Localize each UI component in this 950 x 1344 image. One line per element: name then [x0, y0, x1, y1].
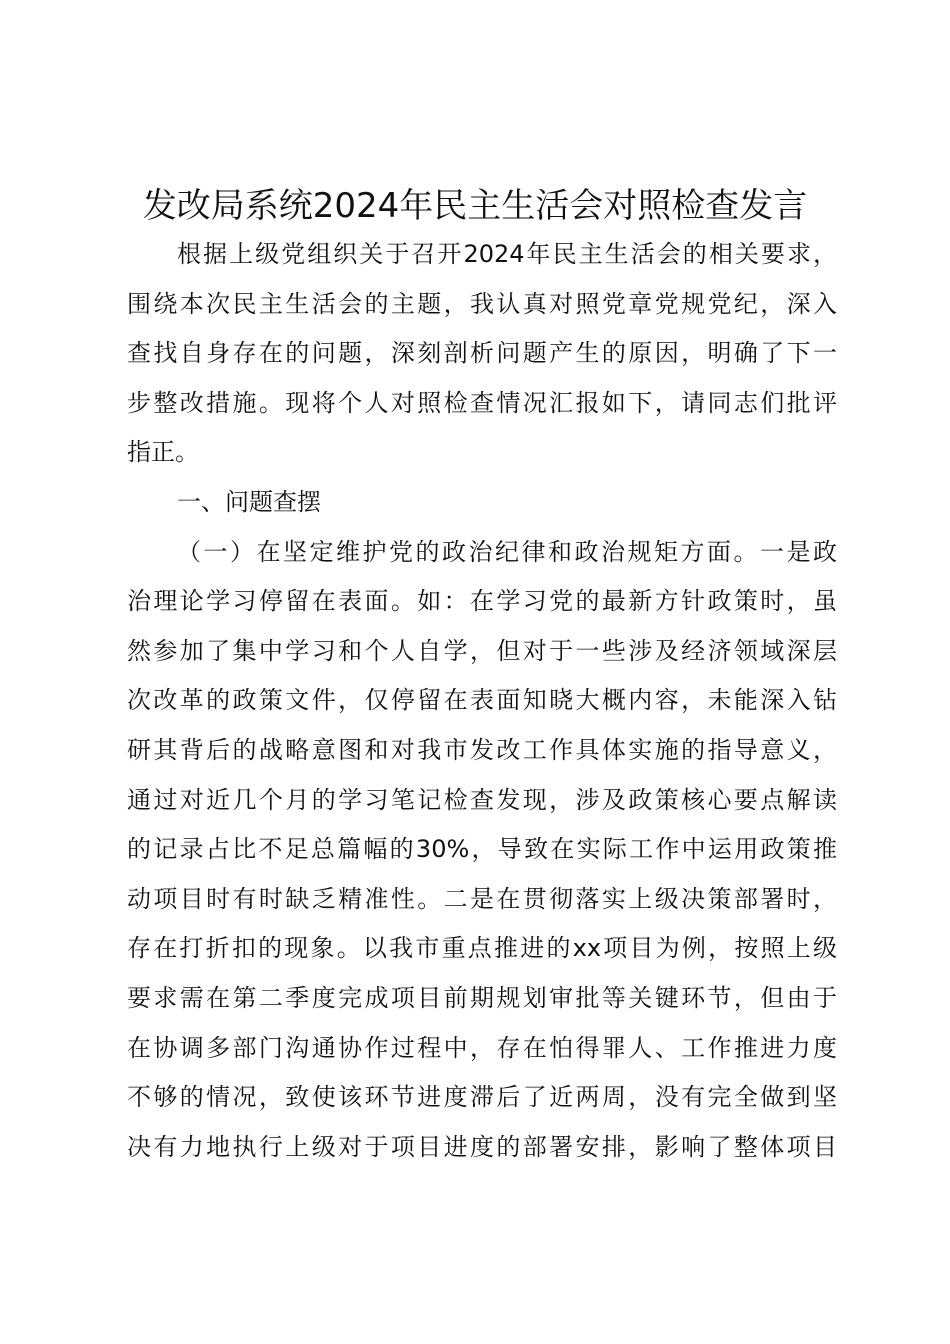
text-line: 步整改措施。现将个人对照检查情况汇报如下，请同志们批评 — [127, 388, 837, 417]
text-line: 一、问题查摆 — [177, 487, 321, 516]
text-line: 查找自身存在的问题，深刻剖析问题产生的原因，明确了下一 — [127, 339, 837, 368]
text-line: 指正。 — [127, 438, 199, 467]
text-line: 不够的情况，致使该环节进度滞后了近两周，没有完全做到坚 — [127, 1083, 837, 1112]
text-line: 要求需在第二季度完成项目前期规划审批等关键环节，但由于 — [127, 983, 837, 1012]
text-line: 决有力地执行上级对于项目进度的部署安排，影响了整体项目 — [127, 1132, 837, 1161]
document-body — [127, 230, 837, 1172]
text-line: 然参加了集中学习和个人自学，但对于一些涉及经济领域深层 — [127, 636, 837, 665]
document-title: 发改局系统2024年民主生活会对照检查发言 — [142, 186, 808, 226]
text-line: 通过对近几个月的学习笔记检查发现，涉及政策核心要点解读 — [127, 785, 837, 814]
text-line: 的记录占比不足总篇幅的30%，导致在实际工作中运用政策推 — [127, 835, 837, 864]
text-line: 存在打折扣的现象。以我市重点推进的xx项目为例，按照上级 — [127, 934, 837, 963]
text-line: 围绕本次民主生活会的主题，我认真对照党章党规党纪，深入 — [127, 289, 837, 318]
text-line: 治理论学习停留在表面。如：在学习党的最新方针政策时，虽 — [127, 587, 837, 616]
text-line: （一）在坚定维护党的政治纪律和政治规矩方面。一是政 — [177, 537, 837, 566]
text-line: 在协调多部门沟通协作过程中，存在怕得罪人、工作推进力度 — [127, 1033, 837, 1062]
text-line: 根据上级党组织关于召开2024年民主生活会的相关要求， — [177, 240, 837, 268]
text-line: 动项目时有时缺乏精准性。二是在贯彻落实上级决策部署时， — [127, 884, 837, 913]
text-line: 研其背后的战略意图和对我市发改工作具体实施的指导意义， — [127, 735, 837, 764]
text-line: 次改革的政策文件，仅停留在表面知晓大概内容，未能深入钻 — [127, 686, 837, 715]
